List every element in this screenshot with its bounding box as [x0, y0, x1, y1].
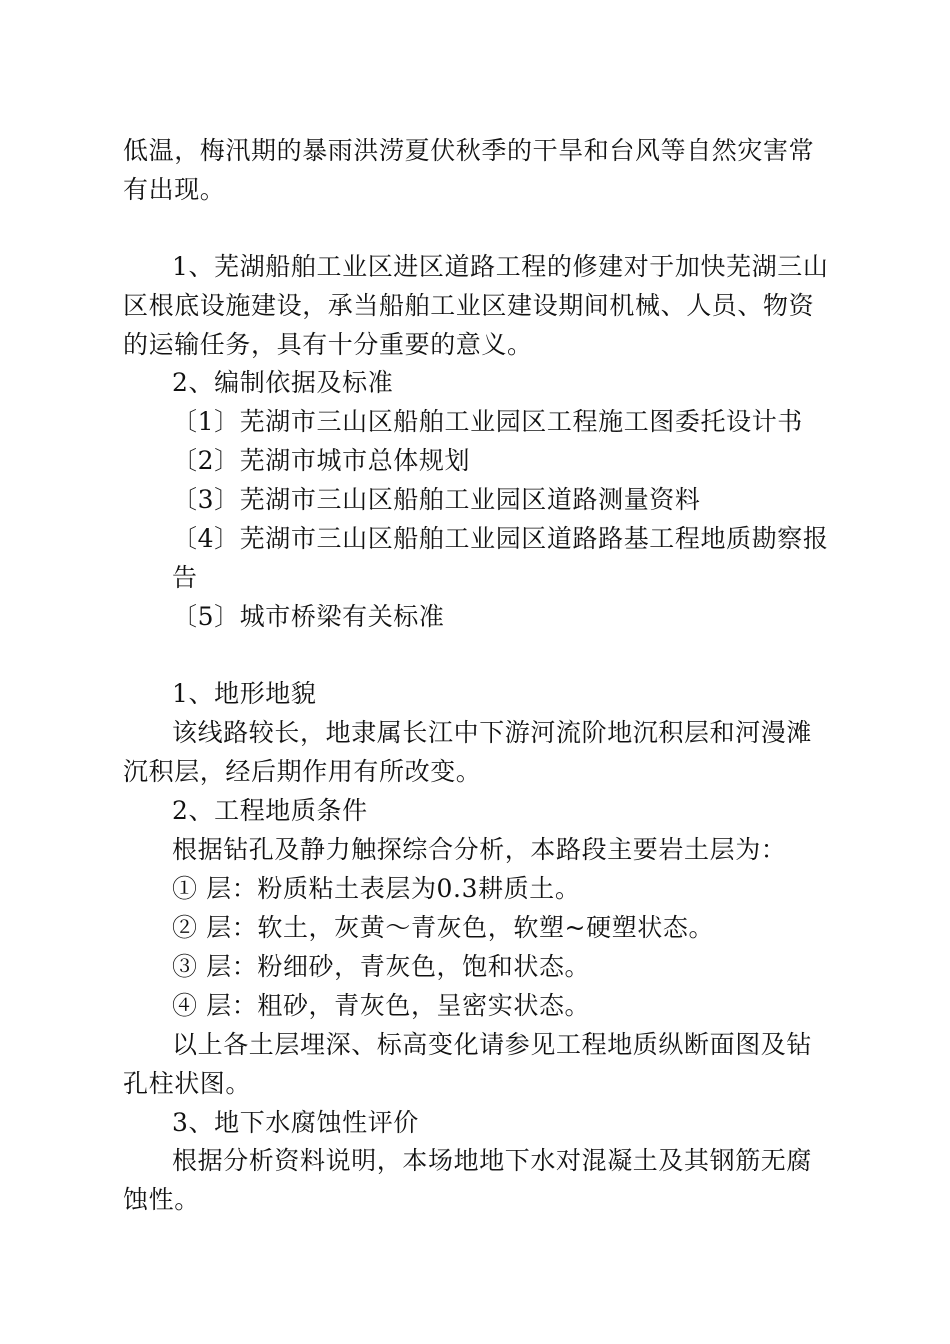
- text-line: 根据钻孔及静力触探综合分析，本路段主要岩土层为：: [172, 835, 787, 864]
- soil-layer-item: ① 层：粉质粘土表层为0.3耕质土。: [172, 874, 581, 903]
- text-line: 该线路较长，地隶属长江中下游河流阶地沉积层和河漫滩: [172, 718, 813, 747]
- section-heading: 1、地形地貌: [172, 679, 317, 708]
- text-line: 告: [172, 563, 198, 592]
- section-heading: 2、工程地质条件: [172, 796, 368, 825]
- section-heading: 3、地下水腐蚀性评价: [172, 1108, 419, 1137]
- text-line: 低温，梅汛期的暴雨洪涝夏伏秋季的干旱和台风等自然灾害常: [123, 136, 815, 165]
- text-line: 孔柱状图。: [123, 1069, 252, 1098]
- reference-item: 〔2〕芜湖市城市总体规划: [172, 446, 471, 475]
- text-line: 有出现。: [123, 175, 226, 204]
- text-line: 沉积层，经后期作用有所改变。: [123, 757, 482, 786]
- soil-layer-item: ④ 层：粗砂，青灰色，呈密实状态。: [172, 991, 591, 1020]
- soil-layer-item: ② 层：软土，灰黄～青灰色，软塑~硬塑状态。: [172, 913, 715, 942]
- text-line: 以上各土层埋深、标高变化请参见工程地质纵断面图及钻: [172, 1030, 813, 1059]
- reference-item: 〔5〕城市桥梁有关标准: [172, 602, 445, 631]
- text-line: 蚀性。: [123, 1185, 200, 1214]
- text-line: 区根底设施建设，承当船舶工业区建设期间机械、人员、物资: [123, 291, 815, 320]
- reference-item: 〔4〕芜湖市三山区船舶工业园区道路路基工程地质勘察报: [172, 524, 829, 553]
- text-line: 根据分析资料说明，本场地地下水对混凝土及其钢筋无腐: [172, 1146, 813, 1175]
- reference-item: 〔3〕芜湖市三山区船舶工业园区道路测量资料: [172, 485, 701, 514]
- section-heading: 2、编制依据及标准: [172, 368, 394, 397]
- text-line: 1、芜湖船舶工业区进区道路工程的修建对于加快芜湖三山: [172, 252, 829, 281]
- soil-layer-item: ③ 层：粉细砂，青灰色，饱和状态。: [172, 952, 591, 981]
- reference-item: 〔1〕芜湖市三山区船舶工业园区工程施工图委托设计书: [172, 407, 803, 436]
- text-line: 的运输任务，具有十分重要的意义。: [123, 330, 533, 359]
